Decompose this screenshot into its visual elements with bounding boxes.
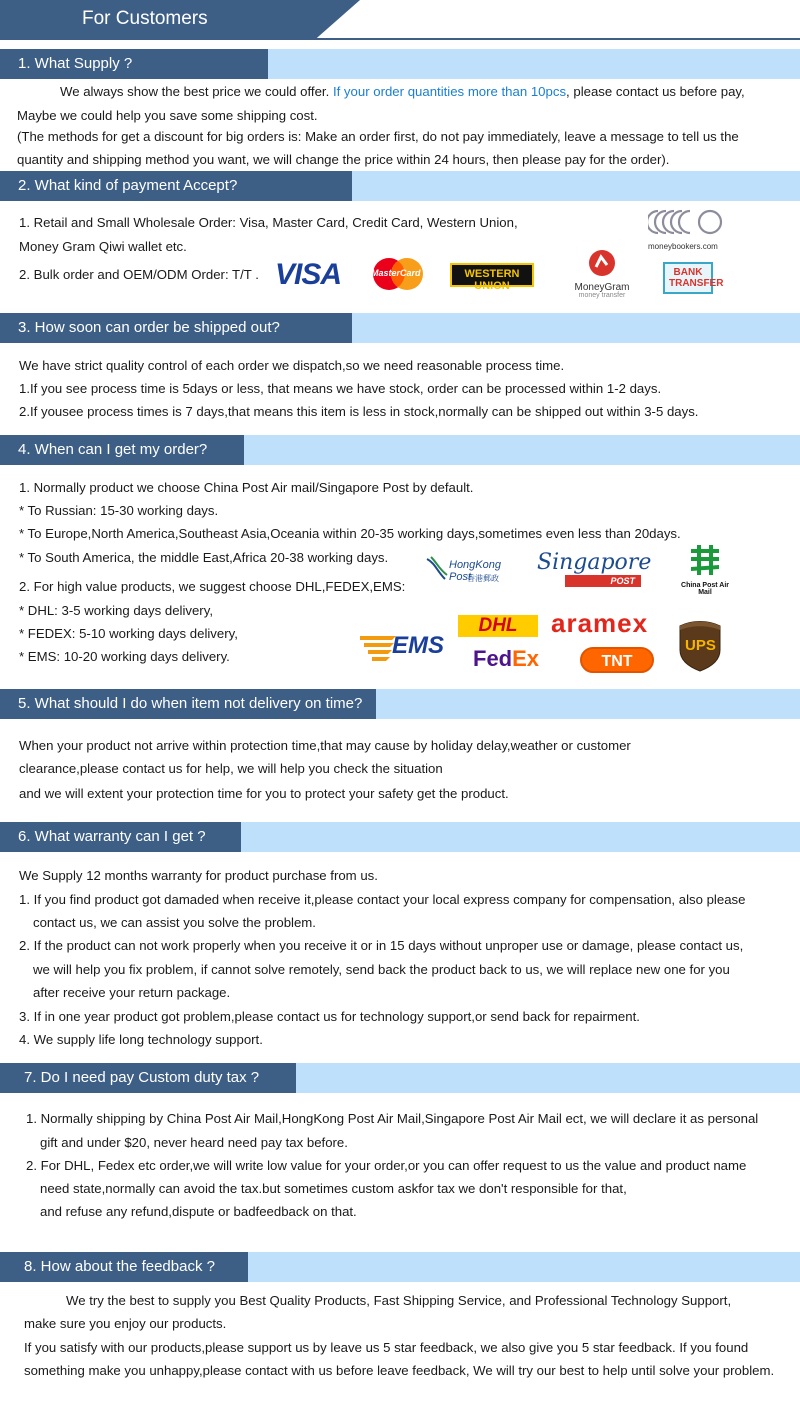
china-post-icon <box>687 543 723 577</box>
paragraph-line: * To Europe,North America,Southeast Asia,Oceania within 20-35 working days,sometimes even less than 20days. <box>19 526 681 541</box>
paragraph-line: 1. Retail and Small Wholesale Order: Visa, Master Card, Credit Card, Western Union, <box>19 215 518 230</box>
paragraph-line: clearance,please contact us for help, we will help you check the situation <box>19 761 443 776</box>
mastercard-text: MasterCard <box>371 268 421 278</box>
moneybookers-logo <box>648 207 732 251</box>
paragraph-line: 2.If yousee process times is 7 days,that means this item is less in stock,normally can be shipped out within 3-5 days. <box>19 404 699 419</box>
page-title: For Customers <box>82 8 208 29</box>
section-heading: 4. When can I get my order? <box>0 435 244 465</box>
paragraph-line: 2. For high value products, we suggest choose DHL,FEDEX,EMS: <box>19 579 406 594</box>
paragraph-line: 1.If you see process time is 5days or less, that means we have stock, order can be processed within 1-2 days. <box>19 381 662 396</box>
paragraph-line: 2. If the product can not work properly when you receive it or in 15 days without unproper use or damage, please contact us, <box>19 938 744 953</box>
paragraph-line: something make you unhappy,please contact with us before leave feedback, We will try our best to help until solve your problem. <box>24 1363 775 1378</box>
section-heading-bar <box>0 1063 800 1093</box>
paragraph-line: 4. We supply life long technology support. <box>19 1032 263 1047</box>
highlight-text: If your order quantities more than 10pcs <box>332 84 567 99</box>
fedex-ex-text: Ex <box>512 646 540 671</box>
aramex-logo: aramex <box>551 608 649 638</box>
moneybookers-icon <box>648 207 728 237</box>
visa-logo: VISA <box>275 258 342 291</box>
paragraph-line: contact us, we can assist you solve the problem. <box>33 915 316 930</box>
section-heading-bar <box>0 822 800 852</box>
china-post-logo <box>680 543 730 596</box>
paragraph-line: 1. Normally product we choose China Post Air mail/Singapore Post by default. <box>19 480 474 495</box>
paragraph-line <box>60 80 745 103</box>
paragraph-line: We try the best to supply you Best Quality Products, Fast Shipping Service, and Professional Technology Support, <box>66 1293 732 1308</box>
paragraph-line: * FEDEX: 5-10 working days delivery, <box>19 626 238 641</box>
section-heading: 3. How soon can order be shipped out? <box>0 313 352 343</box>
paragraph-line: (The methods for get a discount for big orders is: Make an order first, do not pay immediately, leave a message to tell us the <box>17 129 739 144</box>
ups-logo <box>678 620 722 677</box>
moneygram-logo <box>566 249 638 299</box>
paragraph-line: 1. If you find product got damaded when receive it,please contact your local express company for compensation, also please <box>19 892 746 907</box>
singapore-post-bar: POST <box>565 575 641 587</box>
section-heading: 7. Do I need pay Custom duty tax ? <box>0 1063 296 1093</box>
paragraph-line: 3. If in one year product got problem,please contact us for technology support,or send back for repairment. <box>19 1009 640 1024</box>
section-heading-bar <box>0 171 800 201</box>
fedex-logo <box>473 646 539 672</box>
hongkong-post-text-cn: 香港郵政 <box>467 574 499 583</box>
moneygram-icon <box>588 249 616 277</box>
paragraph-line: and refuse any refund,dispute or badfeedback on that. <box>40 1204 357 1219</box>
paragraph-line: Money Gram Qiwi wallet etc. <box>19 239 187 254</box>
header-rule <box>0 38 800 40</box>
paragraph-line: and we will extent your protection time for you to protect your safety get the product. <box>19 786 509 801</box>
paragraph-line: 1. Normally shipping by China Post Air Mail,HongKong Post Air Mail,Singapore Post Air Mail ect, we will declare it as personal <box>26 1111 759 1126</box>
paragraph-line: * To South America, the middle East,Africa 20-38 working days. <box>19 550 389 565</box>
paragraph-line: When your product not arrive within protection time,that may cause by holiday delay,weather or customer <box>19 738 631 753</box>
dhl-logo: DHL <box>458 615 538 637</box>
paragraph-line: If you satisfy with our products,please support us by leave us 5 star feedback, we also give you 5 star feedback. If you found <box>24 1340 749 1355</box>
paragraph-line: 2. Bulk order and OEM/ODM Order: T/T . <box>19 267 259 282</box>
section-heading-bar <box>0 689 800 719</box>
hongkong-post-text: HongKong Post <box>449 559 501 583</box>
section-heading: 2. What kind of payment Accept? <box>0 171 352 201</box>
section-heading-bar <box>0 435 800 465</box>
singapore-post-logo <box>537 550 652 587</box>
ems-text: EMS <box>392 632 445 659</box>
paragraph-line: * EMS: 10-20 working days delivery. <box>19 649 230 664</box>
section-heading: 6. What warranty can I get ? <box>0 822 241 852</box>
paragraph-line: need state,normally can avoid the tax.but sometimes custom askfor tax we don't responsible for that, <box>40 1181 627 1196</box>
paragraph-line: we will help you fix problem, if cannot solve remotely, send back the product back to us, we will replace new one for you <box>33 962 730 977</box>
paragraph-line: We Supply 12 months warranty for product purchase from us. <box>19 868 378 883</box>
mastercard-logo <box>369 257 427 296</box>
page-header <box>0 0 800 40</box>
section-heading: 5. What should I do when item not delivery on time? <box>0 689 376 719</box>
text-span: , please contact us before pay, <box>566 84 745 99</box>
paragraph-line: gift and under $20, never heard need pay tax before. <box>40 1135 348 1150</box>
moneybookers-text: moneybookers.com <box>648 242 718 251</box>
paragraph-line: quantity and shipping method you want, we will change the price within 24 hours, then please pay for the order). <box>17 152 670 167</box>
western-union-logo: WESTERN UNION <box>450 263 534 287</box>
section-heading: 8. How about the feedback ? <box>0 1252 248 1282</box>
section-heading-bar <box>0 49 800 79</box>
bank-transfer-logo: BANK TRANSFER <box>663 262 713 294</box>
paragraph-line: make sure you enjoy our products. <box>24 1316 227 1331</box>
fedex-fed-text: Fed <box>473 646 513 671</box>
section-heading-bar <box>0 313 800 343</box>
ups-text: UPS <box>685 637 716 654</box>
paragraph-line: after receive your return package. <box>33 985 231 1000</box>
paragraph-line: * DHL: 3-5 working days delivery, <box>19 603 213 618</box>
china-post-text: China Post Air Mail <box>681 582 729 596</box>
hongkong-post-icon <box>425 555 449 581</box>
section-heading: 1. What Supply ? <box>0 49 268 79</box>
paragraph-line: * To Russian: 15-30 working days. <box>19 503 219 518</box>
paragraph-line: 2. For DHL, Fedex etc order,we will write low value for your order,or you can offer request to us the value and product name <box>26 1158 747 1173</box>
paragraph-line: Maybe we could help you save some shipping cost. <box>17 108 318 123</box>
singapore-post-text: Singapore <box>537 550 652 575</box>
text-span: We always show the best price we could offer. <box>60 84 333 99</box>
paragraph-line: We have strict quality control of each order we dispatch,so we need reasonable process time. <box>19 358 565 373</box>
tnt-logo: TNT <box>580 647 654 673</box>
moneygram-subtext: money transfer <box>578 292 626 299</box>
section-heading-bar <box>0 1252 800 1282</box>
moneygram-text: MoneyGram <box>574 282 630 293</box>
